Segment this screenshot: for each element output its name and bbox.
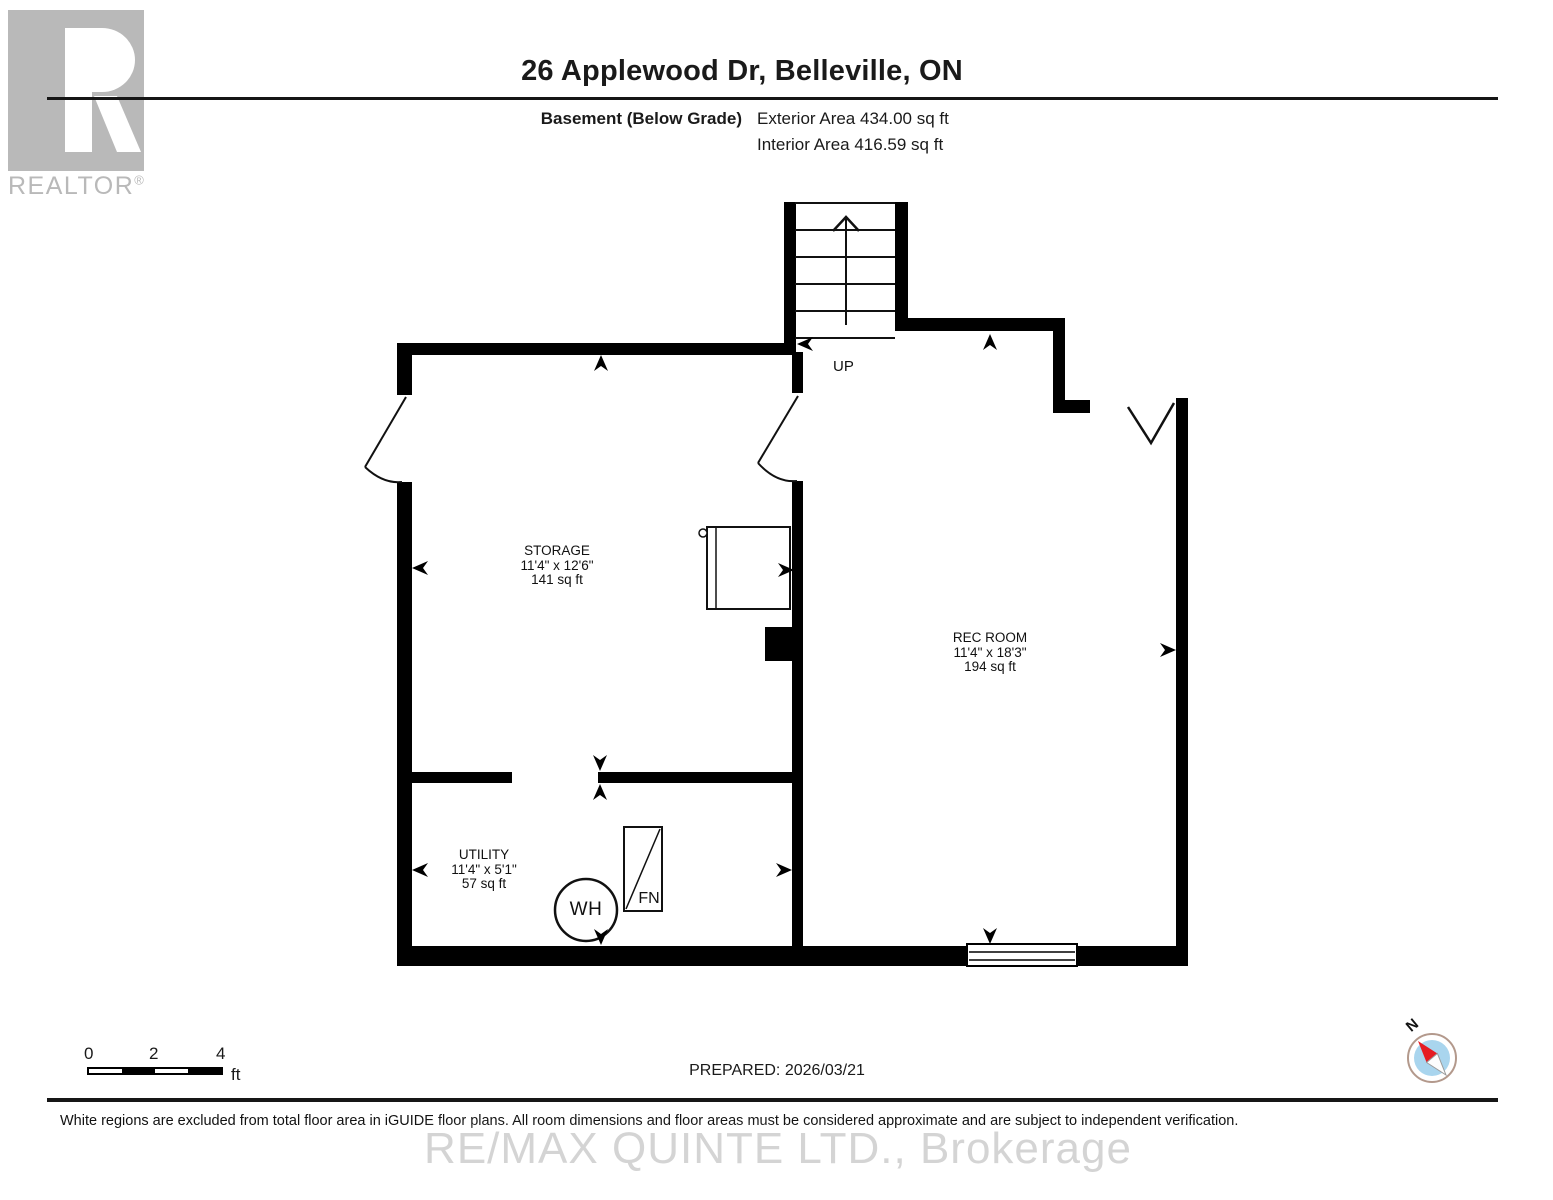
closet-knob xyxy=(699,529,707,537)
registered-mark: ® xyxy=(134,172,146,188)
brokerage-watermark: RE/MAX QUINTE LTD., Brokerage xyxy=(424,1124,1132,1173)
room-label-storage xyxy=(520,544,593,588)
room-area: 57 sq ft xyxy=(461,876,507,891)
prepared-date: PREPARED: 2026/03/21 xyxy=(689,1062,865,1079)
exterior-area: Exterior Area 434.00 sq ft xyxy=(757,109,949,128)
doors xyxy=(365,396,798,482)
room-area: 194 sq ft xyxy=(964,659,1016,674)
fixtures xyxy=(555,527,790,941)
scale-unit: ft xyxy=(231,1065,241,1084)
door-arc-interior xyxy=(758,463,797,481)
water-heater-label: WH xyxy=(569,899,603,920)
floor-label: Basement (Below Grade) xyxy=(540,109,742,128)
room-dims: 11'4" x 5'1" xyxy=(451,861,517,877)
window xyxy=(967,944,1077,966)
page-title: 26 Applewood Dr, Belleville, ON xyxy=(521,55,963,87)
scale-tick-4: 4 xyxy=(216,1044,226,1063)
compass-icon xyxy=(1408,1034,1456,1082)
furnace-label: FN xyxy=(638,890,660,907)
up-label: UP xyxy=(833,358,854,375)
compass-north-label: N xyxy=(1402,1015,1423,1036)
stairs xyxy=(795,203,895,338)
scale-tick-2: 2 xyxy=(149,1044,159,1063)
disclaimer-text: White regions are excluded from total floor area in iGUIDE floor plans. All room dimensions and floor areas must be considered approximate and are subject to independent verification. xyxy=(60,1113,1239,1129)
room-label-utility xyxy=(451,848,517,892)
room-name: STORAGE xyxy=(524,543,590,558)
room-dims: 11'4" x 12'6" xyxy=(520,557,594,573)
room-dims: 11'4" x 18'3" xyxy=(953,644,1027,660)
footer-divider xyxy=(47,1098,1498,1102)
door-arc-exterior xyxy=(365,467,402,482)
realtor-logo-text: REALTOR® xyxy=(8,172,146,200)
interior-area: Interior Area 416.59 sq ft xyxy=(757,135,944,154)
scale-tick-0: 0 xyxy=(84,1044,94,1063)
scale-bar xyxy=(84,1044,247,1084)
opening-marker xyxy=(1128,403,1174,443)
room-name: REC ROOM xyxy=(952,630,1028,645)
room-area: 141 sq ft xyxy=(531,572,583,587)
door-leaf-interior xyxy=(758,396,798,463)
door-leaf-exterior xyxy=(365,397,406,467)
room-name: UTILITY xyxy=(458,847,510,862)
room-label-rec-room xyxy=(953,631,1027,675)
closet xyxy=(707,527,790,609)
